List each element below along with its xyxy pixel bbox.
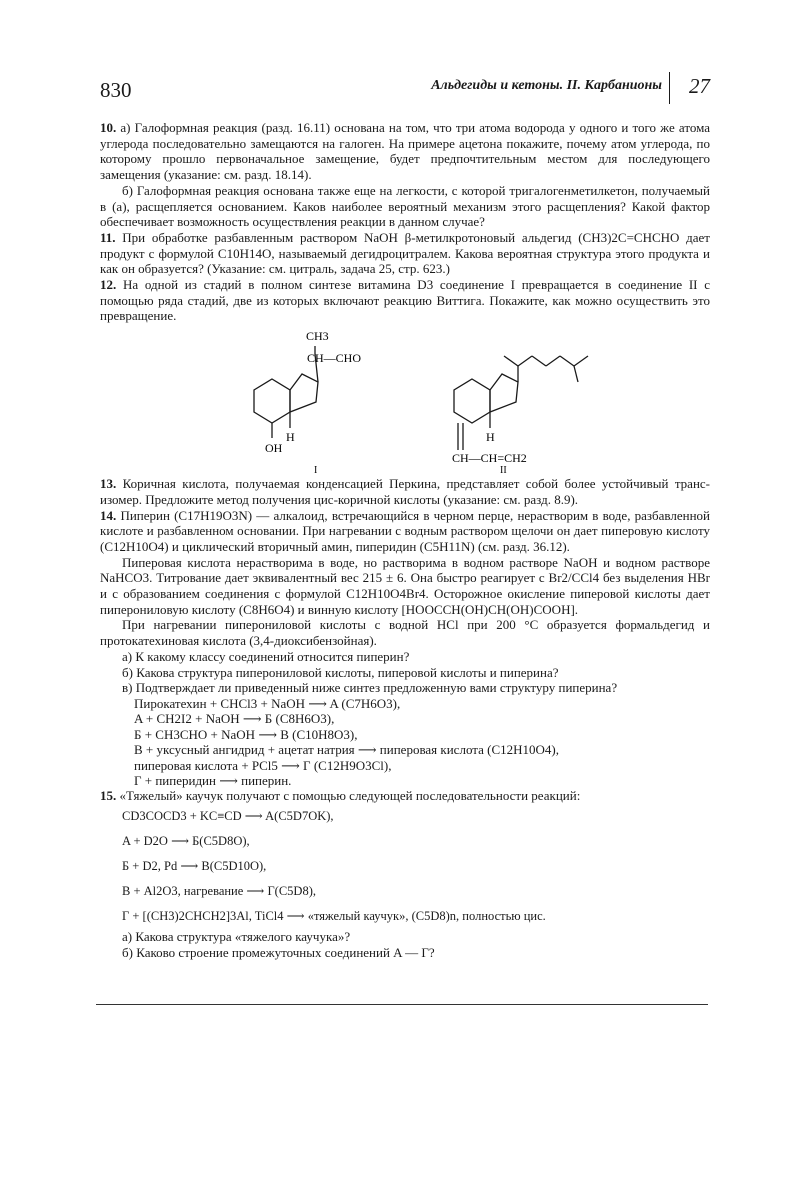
running-title: Альдегиды и кетоны. II. Карбанионы <box>431 78 662 93</box>
problem-10b: б) Галоформная реакция основана также еще на легкости, с которой тригалогенметилкетон, получаемый в (а), расщепляется основанием. Каков наиболее вероятный механизм этого расщепления? Какой фактор обеспечивает возможность осуществления реакции в данном случае? <box>100 182 710 230</box>
reaction-2: A + D2O ⟶ Б(C5D8O), <box>122 834 250 849</box>
equation-4: В + уксусный ангидрид + ацетат натрия ⟶ пиперовая кислота (C12H10O4), <box>134 742 559 758</box>
problem-14-qa: а) К какому классу соединений относится пиперин? <box>122 648 410 664</box>
problem-15-qb: б) Каково строение промежуточных соединений A — Г? <box>122 944 435 960</box>
problem-14-qc: в) Подтверждает ли приведенный ниже синтез предложенную вами структуру пиперина? <box>122 680 618 696</box>
problem-15-qa: а) Какова структура «тяжелого каучука»? <box>122 929 351 945</box>
page-header <box>100 72 710 108</box>
oh-label: OH <box>265 441 283 456</box>
synthesis-equations <box>100 696 710 788</box>
problem-11: 11. При обработке разбавленным раствором NaOH β-метилкротоновый альдегид (CH3)2C=CHCHO дает продукт с формулой C10H14O, называемый дегидроцитралем. Какова вероятная структура этого продукта и как он образуется? (Указание: см. цитраль, задача 25, стр. 623.) <box>100 229 710 277</box>
vinyl-label: CH—CH=CH2 <box>452 451 527 466</box>
structures-svg <box>100 324 710 476</box>
problem-14-para3: При нагревании пиперониловой кислоты с водной HCl при 200 °C образуется формальдегид и протокатехиновая кислота (3,4-диоксибензойная). <box>100 617 710 649</box>
ch3-label: CH3 <box>306 329 329 344</box>
equation-3: Б + CH3CHO + NaOH ⟶ В (C10H8O3), <box>134 726 358 742</box>
reaction-1: CD3COCD3 + KC≡CD ⟶ A(C5D7OK), <box>122 809 334 824</box>
reaction-4: В + Al2O3, нагревание ⟶ Г(C5D8), <box>122 884 317 899</box>
chapter-number: 27 <box>689 74 710 98</box>
page-body <box>100 120 710 961</box>
equation-5: пиперовая кислота + PCl5 ⟶ Г (C12H9O3Cl), <box>134 757 392 773</box>
h-label-1: H <box>286 430 295 445</box>
reaction-3: Б + D2, Pd ⟶ В(C5D10O), <box>122 859 267 874</box>
page-number: 830 <box>100 78 132 102</box>
equation-2: A + CH2I2 + NaOH ⟶ Б (C8H6O3), <box>134 711 335 727</box>
compound-label-1: I <box>314 465 318 477</box>
problem-13: 13. Коричная кислота, получаемая конденсацией Перкина, представляет собой более устойчивый транс-изомер. Предложите метод получения цис-коричной кислоты (указание: см. разд. 8.9). <box>100 476 711 507</box>
chcho-label: CH—CHO <box>307 351 362 366</box>
equation-1: Пирокатехин + CHCl3 + NaOH ⟶ A (C7H6O3), <box>134 695 401 711</box>
problem-15: 15. «Тяжелый» каучук получают с помощью следующей последовательности реакций: <box>100 788 581 804</box>
problem-14-qb: б) Какова структура пиперониловой кислоты, пиперовой кислоты и пиперина? <box>122 664 559 680</box>
problem-12: 12. На одной из стадий в полном синтезе витамина D3 соединение I превращается в соединение II с помощью ряда стадий, две из которых включают реакцию Виттига. Покажите, как можно осуществить это превращение. <box>100 277 710 324</box>
problem-10a: 10. а) Галоформная реакция (разд. 16.11) основана на том, что три атома водорода у одного и того же атома углерода последовательно замещаются на галоген. На примере ацетона покажите, почему атом углерода, по которому прошло первоначальное замещение, будет предпочтительным местом для последующего замещения (указание: см. разд. 18.14). <box>100 120 710 183</box>
reaction-5: Г + [(CH3)2CHCH2]3Al, TiCl4 ⟶ «тяжелый каучук», (C5D8)n, полностью цис. <box>122 909 546 924</box>
problem-14-intro: 14. Пиперин (C17H19O3N) — алкалоид, встречающийся в черном перце, нерастворим в воде, разбавленной кислоте и разбавленном основании. При нагревании с водным раствором щелочи он дает пиперовую кислоту (C12H10O4) и циклический вторичный амин, пиперидин (C5H11N) (см. разд. 36.12). <box>100 507 711 554</box>
equation-6: Г + пиперидин ⟶ пиперин. <box>134 773 292 789</box>
rubber-reactions <box>100 804 710 929</box>
structure-figure <box>100 324 710 476</box>
problem-14-para2: Пиперовая кислота нерастворима в воде, но растворима в водном растворе NaOH и водном растворе NaHCO3. Титрование дает эквивалентный вес 215 ± 6. Она быстро реагирует с Br2/CCl4 без выделения HBr и с образованием соединения с формулой C12H10O4Br4. Осторожное окисление пиперовой кислоты дает пиперониловую кислоту (C8H6O4) и винную кислоту [HOOCCH(OH)CH(OH)COOH]. <box>100 554 710 617</box>
h-label-2: H <box>486 430 495 445</box>
compound-label-2: II <box>500 465 507 477</box>
header-divider <box>669 72 671 104</box>
bottom-rule <box>96 1004 708 1005</box>
